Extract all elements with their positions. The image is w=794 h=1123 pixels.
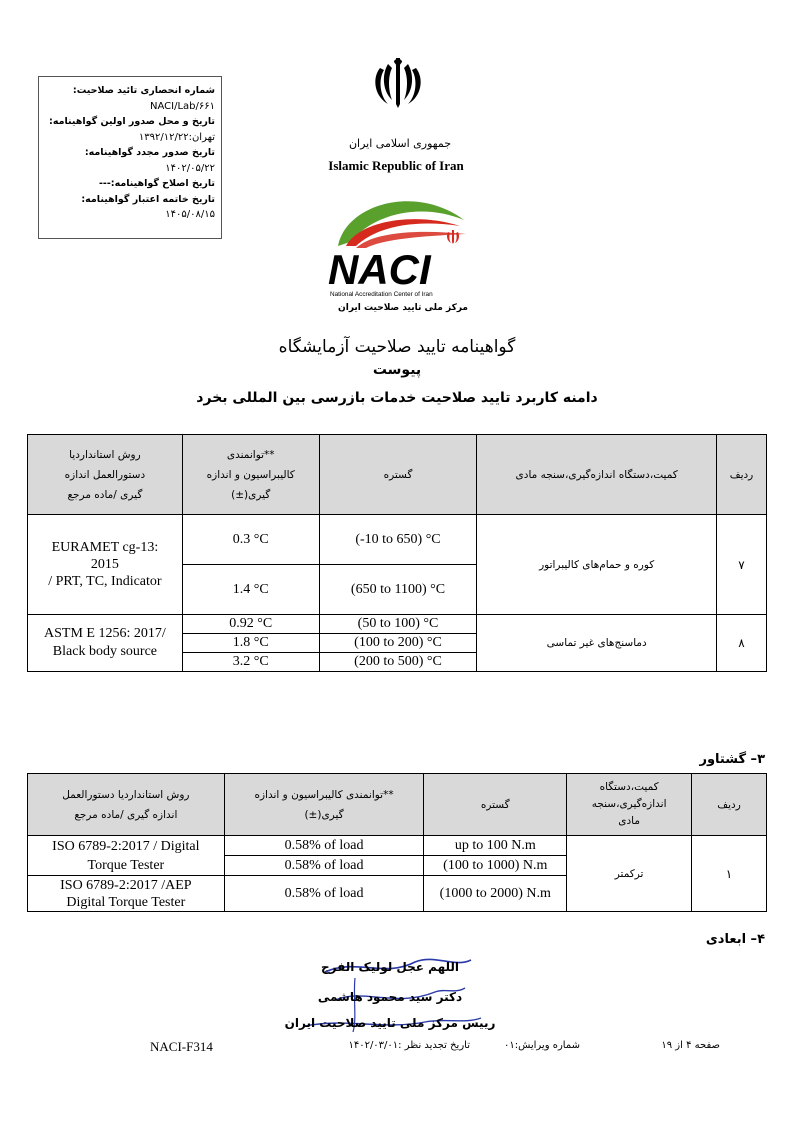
- range-cell: (-10 to 650) °C: [319, 515, 477, 565]
- section-heading-torque: ۳– گشتاور: [699, 752, 765, 767]
- table-row: [28, 836, 767, 856]
- header-method: روش استانداردیا دستورالعمل اندازه گیری /ماده مرجع: [28, 774, 225, 836]
- republic-name-en: Islamic Republic of Iran: [328, 158, 464, 173]
- quantity-cell: ترکمتر: [567, 836, 692, 912]
- naci-logo-text: NACI: [328, 246, 431, 293]
- header-range: گستره: [424, 774, 567, 836]
- signature-line-1: اللهم عجل لولیک الفرج: [320, 960, 460, 974]
- range-cell: (650 to 1100) °C: [319, 565, 477, 615]
- range-cell: up to 100 N.m: [424, 836, 567, 856]
- header-cmc: **توانمندی کالیبراسیون و اندازه گیری(±): [182, 435, 319, 515]
- cmc-cell: 0.58% of load: [224, 836, 424, 856]
- info-label: تاریخ خاتمه اعتبار گواهینامه:: [81, 193, 215, 205]
- info-value: تهران:۱۳۹۲/۱۲/۲۲: [138, 131, 215, 143]
- quantity-cell: کوره و حمام‌های کالیبراتور: [477, 515, 717, 615]
- republic-name-fa: جمهوری اسلامی ایران: [348, 137, 452, 150]
- cmc-cell: 0.58% of load: [224, 876, 424, 912]
- header-method: روش استانداردیا دستورالعمل اندازه گیری /ماده مرجع: [28, 435, 183, 515]
- info-label: شماره انحصاری تائید صلاحیت:: [72, 85, 215, 96]
- header-row: ردیف: [692, 774, 767, 836]
- info-label: تاریخ و محل صدور اولین گواهینامه:: [49, 116, 215, 127]
- form-code: NACI-F314: [150, 1039, 213, 1054]
- scope-table-torque: [27, 773, 767, 912]
- page-number: صفحه ۴ از ۱۹: [661, 1040, 720, 1051]
- naci-logo: [316, 190, 478, 318]
- certificate-subtitle: پیوست: [372, 362, 422, 378]
- signatory-title: رییس مرکز ملی تایید صلاحیت ایران: [284, 1016, 496, 1030]
- range-cell: (1000 to 2000) N.m: [424, 876, 567, 912]
- certificate-title: گواهینامه تایید صلاحیت آزمایشگاه: [278, 337, 516, 357]
- info-value: ۱۴۰۵/۰۸/۱۵: [165, 209, 215, 220]
- scope-table-temperature: [27, 434, 767, 672]
- range-cell: (200 to 500) °C: [319, 653, 477, 672]
- header-row: ردیف: [717, 435, 767, 515]
- cmc-cell: 0.58% of load: [224, 856, 424, 876]
- method-cell: ISO 6789-2:2017 /AEP Digital Torque Tester: [28, 876, 225, 912]
- table-row: [28, 515, 767, 565]
- certificate-info-box: [38, 76, 222, 239]
- accreditation-scope: دامنه کاربرد تایید صلاحیت خدمات بازرسی بین المللی بخرد: [196, 390, 598, 406]
- row-number-cell: ۷: [717, 515, 767, 615]
- range-cell: (50 to 100) °C: [319, 615, 477, 634]
- cmc-cell: 1.8 °C: [182, 634, 319, 653]
- row-number-cell: ۸: [717, 615, 767, 672]
- cmc-cell: 0.3 °C: [182, 515, 319, 565]
- header-range: گستره: [319, 435, 477, 515]
- cmc-cell: 0.92 °C: [182, 615, 319, 634]
- header-cmc: **توانمندی کالیبراسیون و اندازه گیری(±): [224, 774, 424, 836]
- cmc-cell: 3.2 °C: [182, 653, 319, 672]
- info-value: NACI/Lab/۶۶۱: [150, 100, 215, 112]
- row-number-cell: ۱: [692, 836, 767, 912]
- naci-logo-sub-en: National Accreditation Center of Iran: [330, 291, 433, 298]
- range-cell: (100 to 1000) N.m: [424, 856, 567, 876]
- method-cell: ASTM E 1256: 2017/ Black body source: [28, 615, 183, 672]
- signatory-name: دکتر سید محمود هاشمی: [317, 990, 463, 1004]
- review-date: تاریخ تجدید نظر :۱۴۰۲/۰۳/۰۱: [348, 1040, 470, 1051]
- header-quantity: کمیت،دستگاه اندازه‌گیری،سنجه مادی: [477, 435, 717, 515]
- info-label: تاریخ اصلاح گواهینامه:: [110, 178, 215, 189]
- method-cell: ISO 6789-2:2017 / Digital Torque Tester: [28, 836, 225, 876]
- revision-number: شماره ویرایش:۰۱: [503, 1040, 580, 1051]
- info-value: ۱۴۰۲/۰۵/۲۲: [165, 162, 215, 174]
- cmc-cell: 1.4 °C: [182, 565, 319, 615]
- header-quantity: کمیت،دستگاه اندازه‌گیری،سنجه مادی: [567, 774, 692, 836]
- range-cell: (100 to 200) °C: [319, 634, 477, 653]
- naci-logo-sub-fa: مرکز ملی تایید صلاحیت ایران: [338, 303, 468, 313]
- info-value: ---: [98, 178, 111, 189]
- quantity-cell: دماسنج‌های غیر تماسی: [477, 615, 717, 672]
- iran-emblem-icon: [370, 54, 426, 110]
- small-emblem-icon: [447, 230, 459, 244]
- table-row: [28, 615, 767, 634]
- info-label: تاریخ صدور مجدد گواهینامه:: [84, 147, 215, 158]
- method-cell: EURAMET cg-13: 2015 / PRT, TC, Indicator: [28, 515, 183, 615]
- section-heading-dimensional: ۴– ابعادی: [705, 932, 765, 947]
